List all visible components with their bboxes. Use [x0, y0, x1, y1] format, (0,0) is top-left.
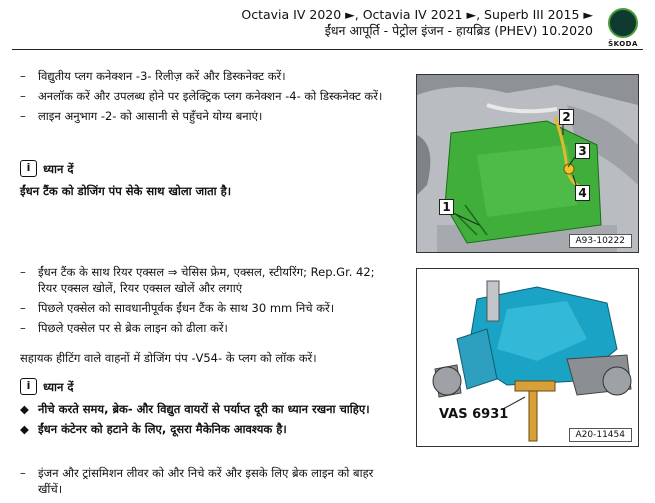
- logo-wordmark: ŠKODA: [608, 40, 638, 48]
- callout-4: 4: [575, 185, 590, 201]
- callout-1: 1: [439, 199, 454, 215]
- callout-3: 3: [575, 143, 590, 159]
- figure-rear-axle-lowering: [416, 268, 639, 447]
- figure-fuel-tank-connections: [416, 74, 639, 253]
- dash-marker: –: [20, 301, 26, 315]
- note-text: ईंधन टैंक को डोजिंग पंप सेके साथ खोला जाता है।: [20, 184, 232, 198]
- step-item: – अनलॉक करें और उपलब्ध होने पर इलेक्ट्रिक प्लग कनेक्शन -4- को डिस्कनेक्ट करें।: [20, 89, 383, 103]
- note-list-item: ◆ नीचे करते समय, ब्रेक- और विद्युत वायरों से पर्याप्त दूरी का ध्यान रखना चाहिए।: [20, 402, 370, 416]
- info-icon: i: [20, 160, 37, 177]
- skoda-logo: [603, 8, 643, 48]
- document-header: [241, 6, 593, 39]
- figure-code: A20-11454: [569, 428, 633, 442]
- figure-code: A93-10222: [569, 234, 633, 248]
- tool-label: VAS 6931: [439, 407, 509, 422]
- steps-group-1: [20, 68, 395, 124]
- plain-instruction: सहायक हीटिंग वाले वाहनों में डोजिंग पंप -V54- के प्लग को लॉक करें।: [20, 351, 317, 365]
- logo-emblem-icon: [608, 8, 638, 38]
- dash-marker: –: [20, 321, 26, 335]
- diamond-bullet-icon: ◆: [20, 422, 29, 436]
- header-rule: [12, 49, 643, 50]
- manual-title: ईंधन आपूर्ति - पेट्रोल इंजन - हायब्रिड (PHEV) 10.2020: [324, 23, 593, 38]
- note-heading: i ध्यान दें: [20, 160, 395, 177]
- models-line: Octavia IV 2020 ►, Octavia IV 2021 ►, Superb III 2015 ►: [241, 7, 593, 22]
- step-item: – पिछले एक्सेल को सावधानीपूर्वक ईंधन टैंक के साथ 30 mm निचे करें।: [20, 301, 335, 315]
- step-item: – लाइन अनुभाग -2- को आसानी से पहुँचने योग्य बनाएं।: [20, 109, 263, 123]
- dash-marker: –: [20, 69, 26, 83]
- callout-2: 2: [559, 109, 574, 125]
- diamond-bullet-icon: ◆: [20, 402, 29, 416]
- steps-group-2: [20, 264, 395, 336]
- dash-marker: –: [20, 265, 26, 279]
- info-icon: i: [20, 378, 37, 395]
- dash-marker: –: [20, 89, 26, 103]
- note-block-2: [20, 378, 395, 437]
- step-item: – पिछले एक्सेल पर से ब्रेक लाइन को ढीला करें।: [20, 321, 228, 335]
- dash-marker: –: [20, 109, 26, 123]
- step-item: – ईंधन टैंक के साथ रियर एक्सल ⇒ चेसिस फ्रेम, एक्सल, स्टीयरिंग; Rep.Gr. 42; रियर एक्सल खोलें, रियर एक्सल खोलें और लगाएं: [20, 265, 375, 295]
- note-block-1: [20, 160, 395, 199]
- fuel-tank-illustration: [417, 75, 638, 252]
- step-item: – विद्युतीय प्लग कनेक्शन -3- रिलीज़ करें और डिस्कनेक्ट करें।: [20, 69, 286, 83]
- dash-marker: –: [20, 466, 26, 480]
- note-list-item: ◆ ईंधन कंटेनर को हटाने के लिए, दूसरा मैकेनिक आवश्यक है।: [20, 422, 287, 436]
- step-item: – इंजन और ट्रांसमिशन लीवर को और निचे करें और इसके लिए ब्रेक लाइन को बाहर खींचें।: [20, 466, 374, 496]
- note-heading: i ध्यान दें: [20, 378, 395, 395]
- steps-group-3: [20, 465, 395, 497]
